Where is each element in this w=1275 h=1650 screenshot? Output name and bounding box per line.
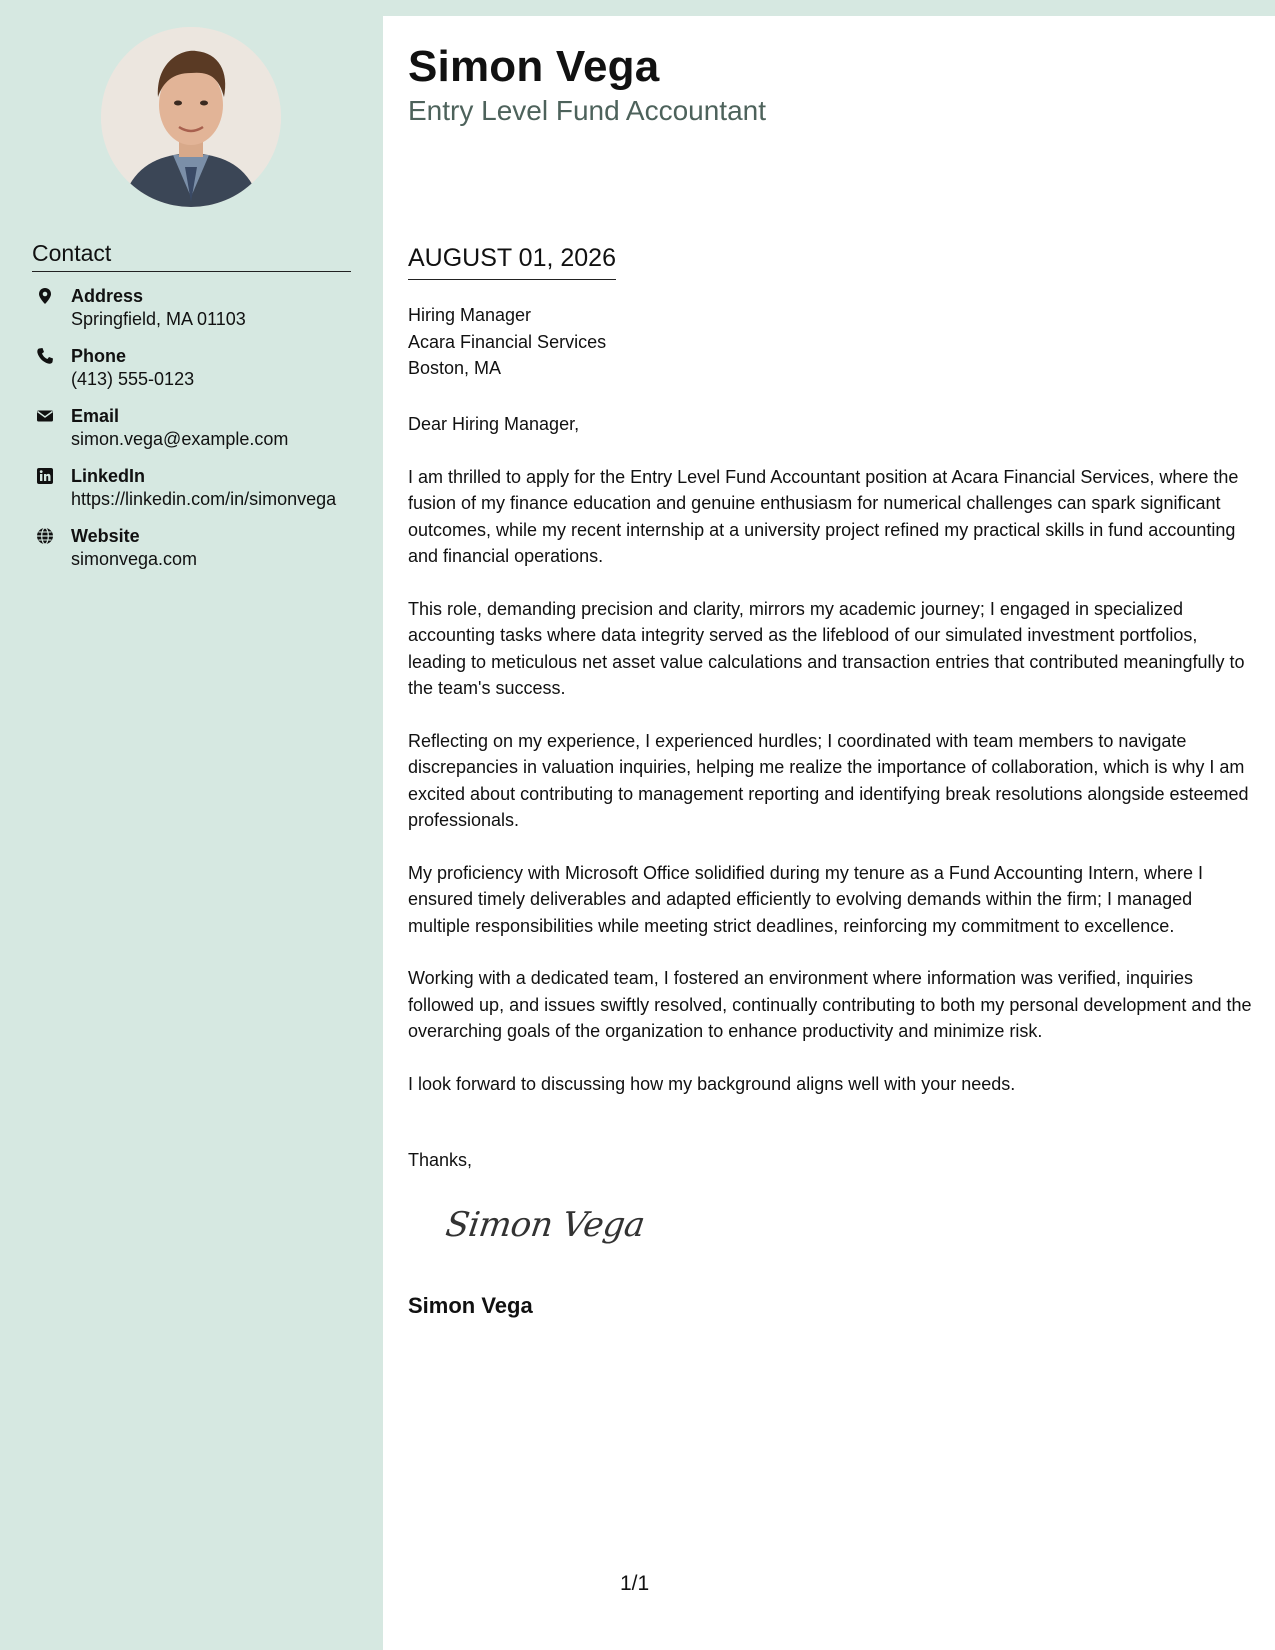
page-number: 1/1 <box>620 1572 650 1595</box>
signer-name: Simon Vega <box>408 1293 533 1318</box>
email-link[interactable]: simon.vega@example.com <box>71 429 289 449</box>
contact-list <box>32 284 362 584</box>
job-title: Entry Level Fund Accountant <box>408 95 766 126</box>
handwritten-signature: Simon Vega <box>443 1205 647 1245</box>
contact-label: Email <box>71 406 120 426</box>
recipient-name: Hiring Manager <box>408 305 532 325</box>
contact-phone <box>32 344 362 390</box>
phone-value[interactable]: (413) 555-0123 <box>71 369 195 389</box>
sidebar <box>0 0 383 1650</box>
contact-label: Phone <box>71 346 127 366</box>
contact-label: Website <box>71 526 140 546</box>
letter-paragraph: I am thrilled to apply for the Entry Level Fund Accountant position at Acara Financial Services, where the fusion of my finance education and genuine enthusiasm for numerical challenges can spark significant outcomes, while my recent internship at a university project refined my practical skills in fund accounting and financial operations. <box>408 466 1239 566</box>
address-value: Springfield, MA 01103 <box>71 309 246 329</box>
phone-icon <box>36 347 54 365</box>
linkedin-icon <box>36 467 54 485</box>
contact-address <box>32 284 362 330</box>
closing: Thanks, <box>408 1150 473 1170</box>
recipient-company: Acara Financial Services <box>408 331 607 352</box>
contact-website <box>32 524 362 570</box>
contact-linkedin <box>32 464 362 510</box>
letter-body <box>408 411 1258 1123</box>
contact-email <box>32 404 362 450</box>
letter-paragraph: Reflecting on my experience, I experienced hurdles; I coordinated with team members to navigate discrepancies in valuation inquiries, helping me realize the importance of collaboration, which is why I am excited about contributing to management reporting and identifying break resolutions alongside esteemed professionals. <box>408 730 1249 830</box>
globe-icon <box>36 527 54 545</box>
letter-paragraph: Working with a dedicated team, I fostered an environment where information was verified, inquiries followed up, and issues swiftly resolved, continually contributing to both my personal development and the overarching goals of the organization to enhance productivity and minimize risk. <box>408 968 1252 1041</box>
letter-paragraph: This role, demanding precision and clarity, mirrors my academic journey; I engaged in specialized accounting tasks where data integrity served as the lifeblood of our simulated investment portfolios, leading to meticulous net asset value calculations and transaction entries that contributed meaningfully to the team's success. <box>408 598 1245 698</box>
letter-paragraph: I look forward to discussing how my background aligns well with your needs. <box>408 1073 1016 1094</box>
recipient-location: Boston, MA <box>408 358 502 378</box>
contact-heading: Contact <box>32 240 351 272</box>
envelope-icon <box>36 407 54 425</box>
website-link[interactable]: simonvega.com <box>71 549 198 569</box>
contact-label: Address <box>71 286 144 306</box>
salutation: Dear Hiring Manager, <box>408 414 580 434</box>
profile-photo <box>101 27 281 207</box>
contact-label: LinkedIn <box>71 466 146 486</box>
map-pin-icon <box>36 287 54 305</box>
linkedin-link[interactable]: https://linkedin.com/in/simonvega <box>71 489 337 509</box>
letter-paragraph: My proficiency with Microsoft Office solidified during my tenure as a Fund Accounting Intern, where I ensured timely deliverables and adapted efficiently to evolving demands within the firm; I managed multiple responsibilities while meeting strict deadlines, reinforcing my commitment to excellence. <box>408 862 1204 936</box>
applicant-name: Simon Vega <box>408 42 660 91</box>
letter-date: AUGUST 01, 2026 <box>408 244 616 280</box>
recipient-block <box>408 302 606 382</box>
